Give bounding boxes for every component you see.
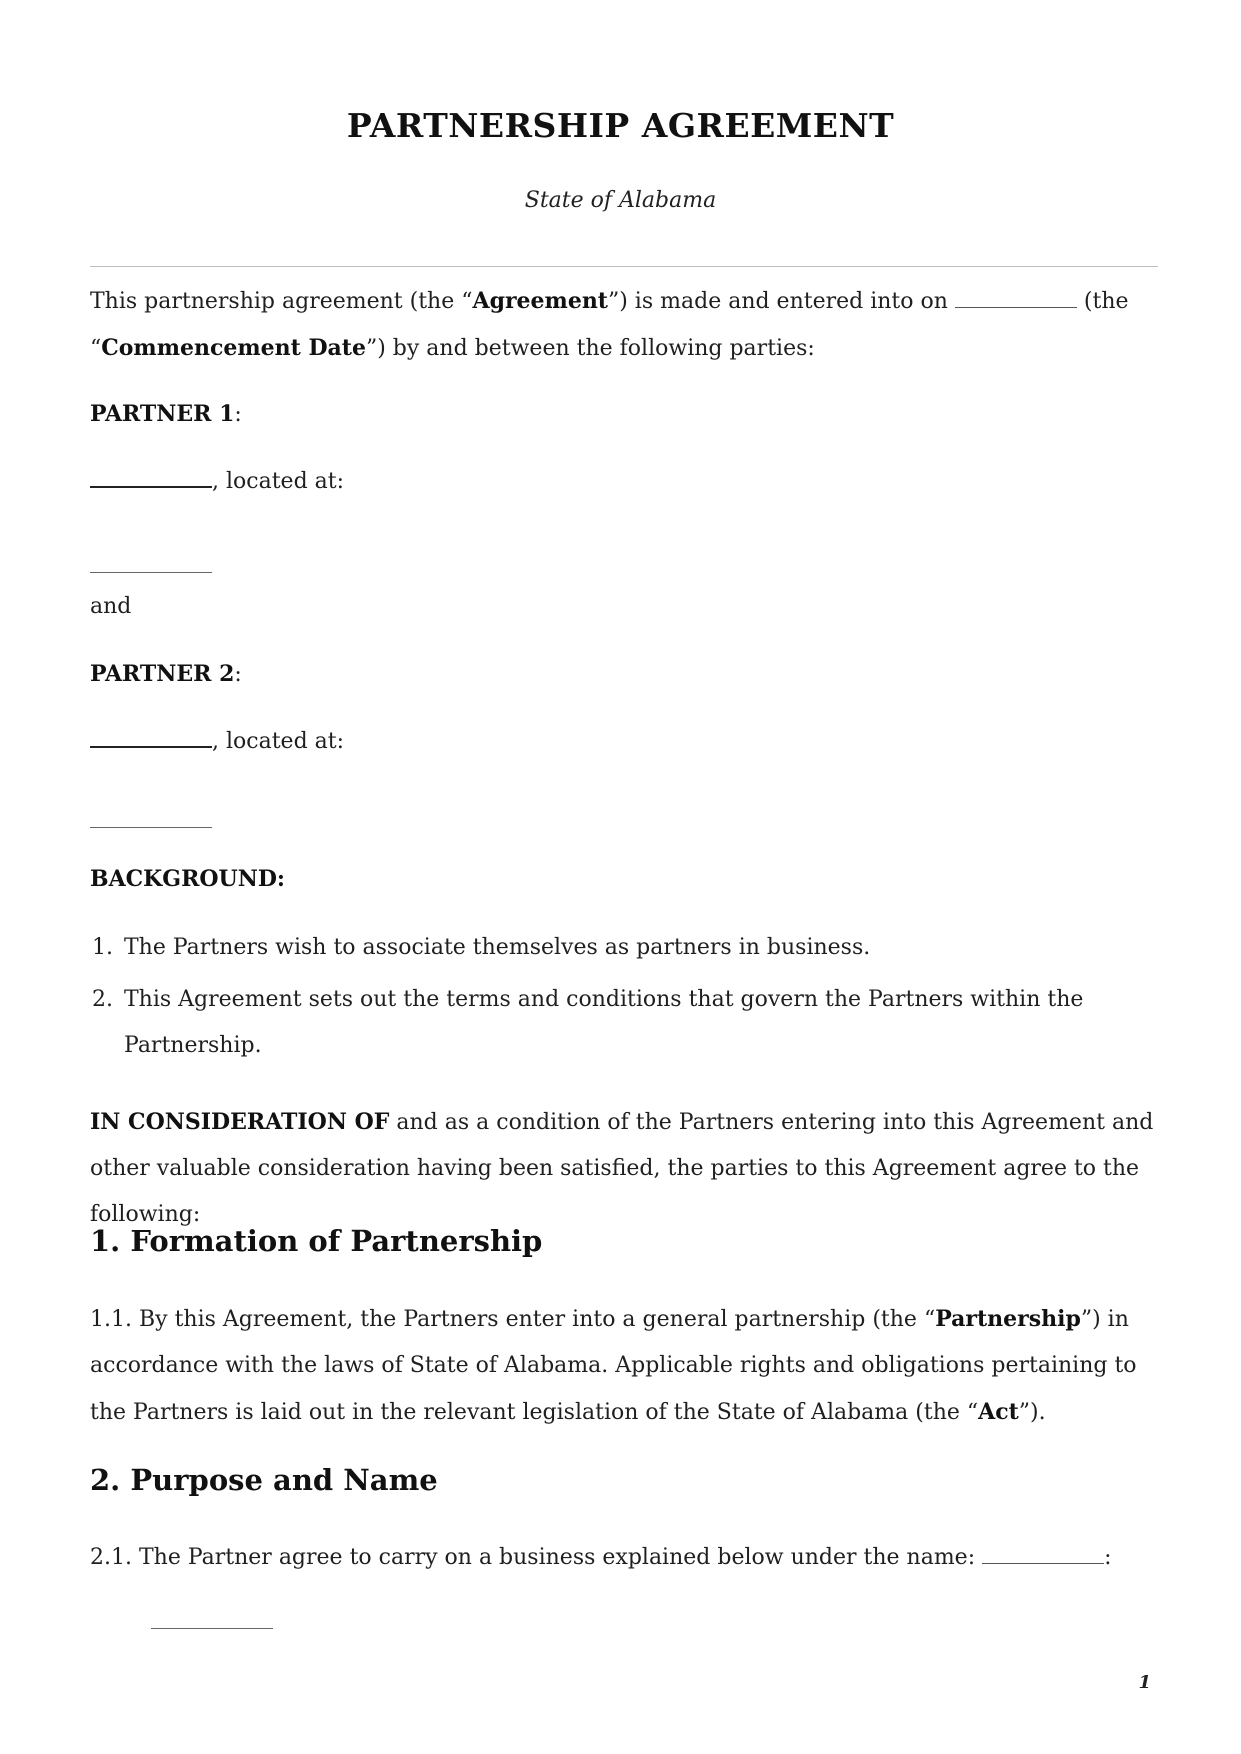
consideration-bold: IN CONSIDERATION OF	[90, 1109, 390, 1135]
list-item	[90, 925, 1160, 971]
partner-2-label: PARTNER 2	[90, 661, 235, 687]
list-item-number: 2.	[92, 987, 113, 1012]
partner-2-heading	[90, 651, 1160, 698]
intro-text-1: This partnership agreement (the “	[90, 289, 473, 314]
section-1-term-act: Act	[978, 1399, 1019, 1425]
section-1-heading: 1. Formation of Partnership	[90, 1224, 543, 1258]
partner-1-name-blank[interactable]	[90, 468, 212, 488]
consideration-text: and as a condition of the Partners entering into this Agreement and other valuable consideration having been satisfied, the parties to this Agreement agree to the following:	[90, 1110, 1154, 1227]
section-1-term-partnership: Partnership	[935, 1306, 1081, 1332]
document-subtitle: State of Alabama	[524, 188, 717, 213]
header-divider	[90, 266, 1158, 267]
section-1-paragraph	[90, 1296, 1150, 1436]
section-2-text-2: :	[1104, 1545, 1112, 1570]
background-list	[90, 925, 1160, 1069]
intro-text-4: “	[90, 336, 102, 361]
intro-text-2: ”) is made and entered into on	[607, 289, 955, 314]
intro-term-agreement: Agreement	[472, 288, 608, 314]
section-2-paragraph	[90, 1535, 1160, 1581]
partner-1-label: PARTNER 1	[90, 401, 235, 427]
intro-text-3: (the	[1076, 289, 1129, 314]
list-item-number: 1.	[92, 935, 113, 960]
consideration-paragraph	[90, 1099, 1160, 1238]
partner-2-located-text: , located at:	[212, 729, 345, 754]
partner-1-line	[90, 459, 1160, 505]
intro-paragraph	[90, 278, 1160, 372]
partner-2-colon: :	[234, 662, 242, 687]
section-2-heading: 2. Purpose and Name	[90, 1463, 438, 1497]
list-item-text: The Partners wish to associate themselves as partners in business.	[124, 935, 871, 960]
section-1-text-3: ”).	[1018, 1400, 1046, 1425]
background-heading	[90, 856, 1160, 903]
list-item-text: This Agreement sets out the terms and conditions that govern the Partners within the Partnership.	[124, 987, 1084, 1058]
intro-term-commencement-date: Commencement Date	[101, 335, 366, 361]
and-text: and	[90, 594, 132, 619]
partner-1-located-text: , located at:	[212, 469, 345, 494]
partner-1-heading	[90, 391, 1160, 438]
partner-2-address-blank[interactable]	[90, 827, 212, 828]
partner-2-line	[90, 719, 1160, 765]
intro-text-5: ”) by and between the following parties:	[365, 336, 815, 361]
business-name-blank[interactable]	[982, 1545, 1104, 1564]
list-item	[90, 977, 1124, 1069]
section-1-text-1: 1.1. By this Agreement, the Partners enter into a general partnership (the “	[90, 1307, 936, 1332]
business-description-blank[interactable]	[151, 1628, 273, 1629]
partner-1-colon: :	[234, 402, 242, 427]
section-1-text-2: ”) in accordance with the laws of State of Alabama. Applicable rights and obligations pertaining to the Partners is laid out in the relevant legislation of the State of Alabama (the “	[90, 1307, 1137, 1425]
document-title: PARTNERSHIP AGREEMENT	[346, 106, 895, 145]
background-heading-text: BACKGROUND:	[90, 866, 286, 892]
page-number: 1	[1138, 1672, 1151, 1693]
commencement-date-blank[interactable]	[955, 289, 1077, 308]
partner-1-address-blank[interactable]	[90, 572, 212, 573]
section-2-text-1: 2.1. The Partner agree to carry on a business explained below under the name:	[90, 1545, 983, 1570]
partner-2-name-blank[interactable]	[90, 728, 212, 748]
